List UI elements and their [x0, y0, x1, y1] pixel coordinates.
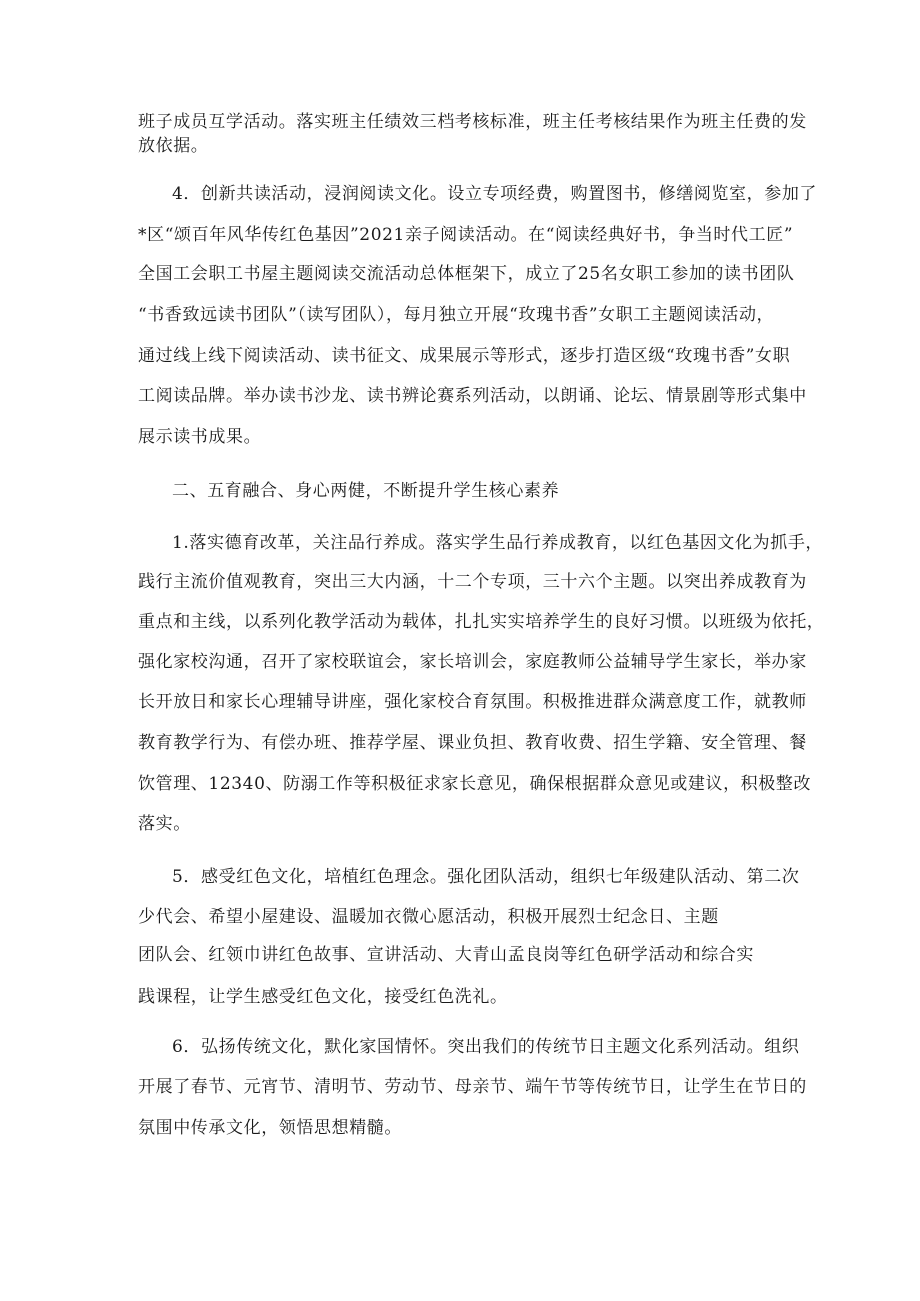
text-line: 通过线上线下阅读活动、读书征文、成果展示等形式，逐步打造区级“玫瑰书香”女职 [138, 346, 791, 366]
text-line: 强化家校沟通，召开了家校联谊会，家长培训会，家庭教师公益辅导学生家长，举办家 [138, 652, 807, 672]
text-line: 团队会、红领巾讲红色故事、宣讲活动、大青山孟良岗等红色研学活动和综合实 [138, 945, 754, 965]
text-line: 开展了春节、元宵节、清明节、劳动节、母亲节、端午节等传统节日，让学生在节日的 [138, 1077, 807, 1097]
text-line: “书香致远读书团队”（读写团队），每月独立开展“玫瑰书香”女职工主题阅读活动， [138, 305, 775, 325]
text-line: 班子成员互学活动。落实班主任绩效三档考核标准，班主任考核结果作为班主任费的发 [138, 112, 807, 132]
text-line: 工阅读品牌。举办读书沙龙、读书辨论赛系列活动，以朗诵、论坛、情景剧等形式集中 [138, 386, 807, 406]
text-line: 长开放日和家长心理辅导讲座，强化家校合育氛围。积极推进群众满意度工作，就教师 [138, 692, 807, 712]
text-line: 落实。 [138, 814, 191, 834]
text-line: 践行主流价值观教育，突出三大内涵，十二个专项，三十六个主题。以突出养成教育为 [138, 572, 807, 592]
text-line: 全国工会职工书屋主题阅读交流活动总体框架下，成立了25名女职工参加的读书团队 [138, 264, 795, 284]
section-heading: 二、五育融合、身心两健，不断提升学生核心素养 [172, 481, 560, 501]
text-line: 践课程，让学生感受红色文化，接受红色洗礼。 [138, 987, 508, 1007]
text-line: 少代会、希望小屋建设、温暖加衣微心愿活动，积极开展烈士纪念日、主题 [138, 907, 719, 927]
text-line: 氛围中传承文化，领悟思想精髓。 [138, 1118, 402, 1138]
text-line: 放依据。 [138, 136, 209, 156]
text-line: 5．感受红色文化，培植红色理念。强化团队活动，组织七年级建队活动、第二次 [172, 867, 800, 887]
text-line: 饮管理、12340、防溺工作等积极征求家长意见，确保根据群众意见或建议，积极整改 [138, 774, 812, 794]
text-line: 教育教学行为、有偿办班、推荐学屋、课业负担、教育收费、招生学籍、安全管理、餐 [138, 733, 807, 753]
text-line: *区“颂百年风华传红色基因”2021亲子阅读活动。在“阅读经典好书，争当时代工匠” [138, 225, 794, 245]
text-line: 4．创新共读活动，浸润阅读文化。设立专项经费，购置图书，修缮阅览室，参加了 [172, 184, 818, 204]
text-line: 展示读书成果。 [138, 427, 262, 447]
text-line: 重点和主线，以系列化教学活动为载体，扎扎实实培养学生的良好习惯。以班级为依托， [138, 612, 825, 632]
text-line: 6．弘扬传统文化，默化家国情怀。突出我们的传统节日主题文化系列活动。组织 [172, 1037, 800, 1057]
text-line: 1.落实德育改革，关注品行养成。落实学生品行养成教育，以红色基因文化为抓手， [172, 533, 824, 553]
